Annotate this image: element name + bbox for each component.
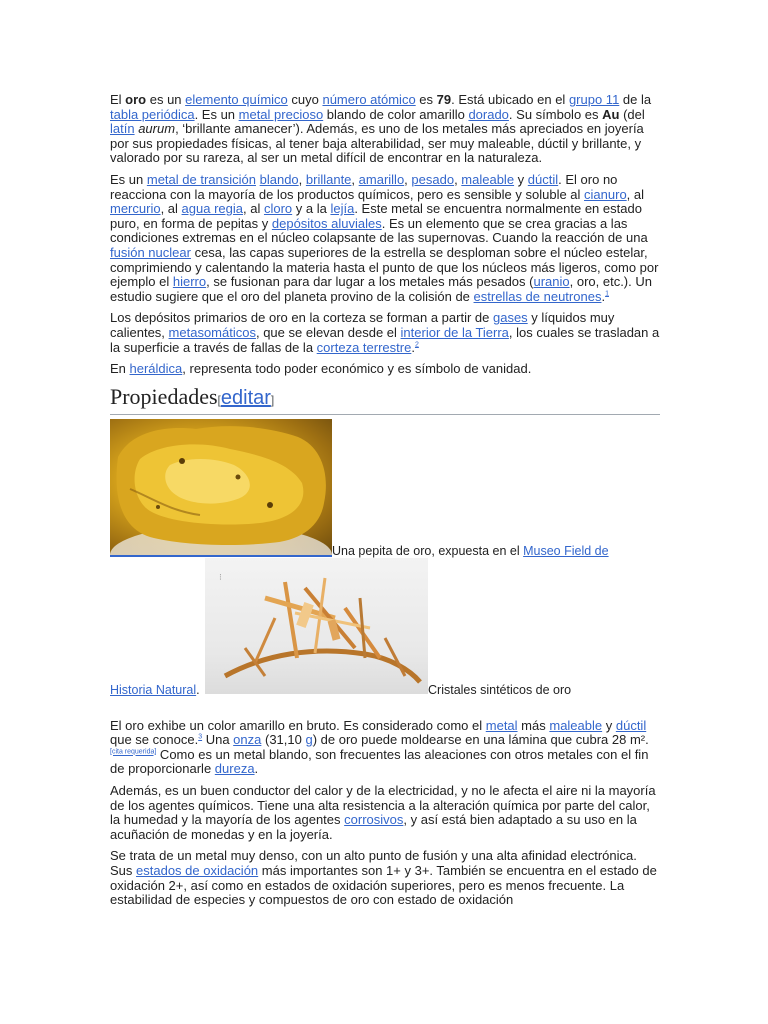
inline-link[interactable]: dúctil [527,171,559,187]
inline-link[interactable]: agua regia [181,201,243,217]
inline-link[interactable]: tabla periódica [110,106,195,122]
inline-link[interactable]: uranio [533,274,570,290]
museum-link-part2[interactable]: Historia Natural [110,682,197,697]
inline-link[interactable]: metasomáticos [168,324,256,340]
intro-paragraph-3: Los depósitos primarios de oro en la corteza se forman a partir de gases y líquidos muy calientes, metasomáticos, que se elevan desde el interior de la Tierra, los cuales se trasladan a la superficie a través de fallas de la corteza terrestre.$^2$ [110,310,660,355]
edit-section-link[interactable]: editar [220,386,271,409]
body-paragraph-1: El oro exhibe un color amarillo en bruto. Es considerado como el metal más maleable y dúctil que se conoce.$^3$ Una onza (31,10 g) de oro puede moldearse en una lámina que cubra 28 m².[cita requerida] Como es un metal blando, son frecuentes las aleaciones con otros metales con el fin de proporcionarle dureza. [110,717,649,777]
inline-link[interactable]: pesado [411,171,455,187]
intro-paragraph-4: En heráldica, representa todo poder económico y es símbolo de vanidad. [110,361,532,377]
citation-needed-link[interactable]: [cita requerida] [110,748,157,756]
edit-bracket-open: [ [217,392,221,407]
figures-block [110,419,660,713]
inline-link[interactable]: g [305,732,313,748]
section-title: Propiedades [110,383,218,409]
inline-link[interactable]: número atómico [322,92,416,107]
inline-link[interactable]: corteza terrestre [316,339,412,355]
inline-link[interactable]: maleable [461,171,515,187]
intro-paragraph-2: Es un metal de transición blando, brillante, amarillo, pesado, maleable y dúctil. El oro no reacciona con la mayoría de los productos químicos, pero es sensible y soluble al cianuro, al mercurio, al agua regia, al cloro y a la lejía. Este metal se encuentra normalmente en estado puro, en forma de pepitas y depósitos aluviales. Es un elemento que se crea gracias a las condiciones extremas en el núcleo colapsante de las supernovas. Cuando la reacción de una fusión nuclear cesa, las capas superiores de la estrella se desploman sobre el núcleo estelar, comprimiendo y calentando la materia hasta el punto de que los núcleos más ligeros, como por ejemplo el hierro, se fusionan para dar lugar a los metales más pesados (uranio, oro, etc.). Un estudio sugiere que el oro del planeta provino de la colisión de estrellas de neutrones.$^1$ [110,171,659,304]
inline-link[interactable]: cloro [263,201,293,217]
gold-crystals-image[interactable] [205,558,428,694]
museum-caption-continued [110,683,200,698]
inline-link[interactable]: amarillo [358,171,405,187]
inline-link[interactable]: brillante [305,171,352,187]
inline-link[interactable]: hierro [172,274,207,290]
body-paragraph-2: Además, es un buen conductor del calor y de la electricidad, y no le afecta el aire ni la mayoría de los agentes químicos. Tiene una alta resistencia a la alteración química por parte del calor, la humedad y la mayoría de los agentes corrosivos, y así está bien adaptado a su uso en la acuñación de monedas y en la joyería. [110,783,656,842]
italic-term: aurum [138,121,176,137]
inline-link[interactable]: depósitos aluviales [271,215,382,231]
crystals-caption: Cristales sintéticos de oro [428,682,572,697]
inline-link[interactable]: metal precioso [238,106,324,122]
museum-link-part1[interactable]: Museo Field de [523,543,609,558]
inline-link[interactable]: fusión nuclear [110,244,191,260]
citation-needed [110,749,156,756]
inline-link[interactable]: dúctil [615,717,647,733]
caption-period: . [196,682,200,697]
inline-link[interactable]: gases [492,310,528,326]
inline-link[interactable]: maleable [549,717,603,733]
footnote-link[interactable]: 2 [414,341,419,349]
bold-term: oro [125,92,147,107]
bold-term: Au [602,106,620,122]
inline-link[interactable]: estrellas de neutrones [473,288,602,304]
footnote-ref [605,290,609,297]
article-content [110,93,660,915]
inline-link[interactable]: corrosivos [344,812,404,828]
footnote-ref [415,341,419,348]
inline-link[interactable]: elemento químico [185,92,288,107]
svg-text:⁝: ⁝ [219,571,222,582]
edit-bracket-close: ] [270,392,275,407]
section-heading-propiedades [110,384,660,415]
body-paragraph-3: Se trata de un metal muy denso, con un alto punto de fusión y una alta afinidad electrónica. Sus estados de oxidación más importantes son 1+ y 3+. También se encuentra en el estado de oxidación 2+, así como en estados de oxidación superiores, pero es menos frecuente. La estabilidad de especies y compuestos de oro con estado de oxidación [110,848,657,908]
inline-link[interactable]: grupo 11 [568,92,620,107]
inline-link[interactable]: dorado [468,106,509,122]
inline-link[interactable]: blando [259,171,299,187]
nugget-caption [332,544,609,559]
inline-link[interactable]: estados de oxidación [136,863,259,879]
footnote-ref [198,734,202,741]
inline-link[interactable]: lejía [330,201,355,217]
inline-link[interactable]: heráldica [129,361,183,377]
inline-link[interactable]: onza [233,732,262,748]
nugget-caption-text: Una pepita de oro, expuesta en el [332,543,524,558]
intro-paragraph-1: El oro es un elemento químico cuyo número atómico es 79. Está ubicado en el grupo 11 de la tabla periódica. Es un metal precioso blando de color amarillo dorado. Su símbolo es Au (del latín aurum, ‘brillante amanecer’). Además, es uno de los metales más apreciados en joyería por sus propiedades físicas, al tener baja alterabilidad, ser muy maleable, dúctil y brillante, y valorado por su rareza, al ser un metal difícil de encontrar en la naturaleza. [110,92,652,166]
inline-link[interactable]: cianuro [584,186,627,202]
footnote-link[interactable]: 3 [198,733,203,741]
inline-link[interactable]: latín [110,121,135,137]
inline-link[interactable]: metal [485,717,518,733]
gold-nugget-image[interactable] [110,419,332,557]
inline-link[interactable]: mercurio [110,201,161,217]
footnote-link[interactable]: 1 [605,290,609,298]
bold-term: 79 [436,92,452,107]
inline-link[interactable]: metal de transición [146,171,256,187]
inline-link[interactable]: interior de la Tierra [400,324,509,340]
inline-link[interactable]: dureza [214,761,255,777]
